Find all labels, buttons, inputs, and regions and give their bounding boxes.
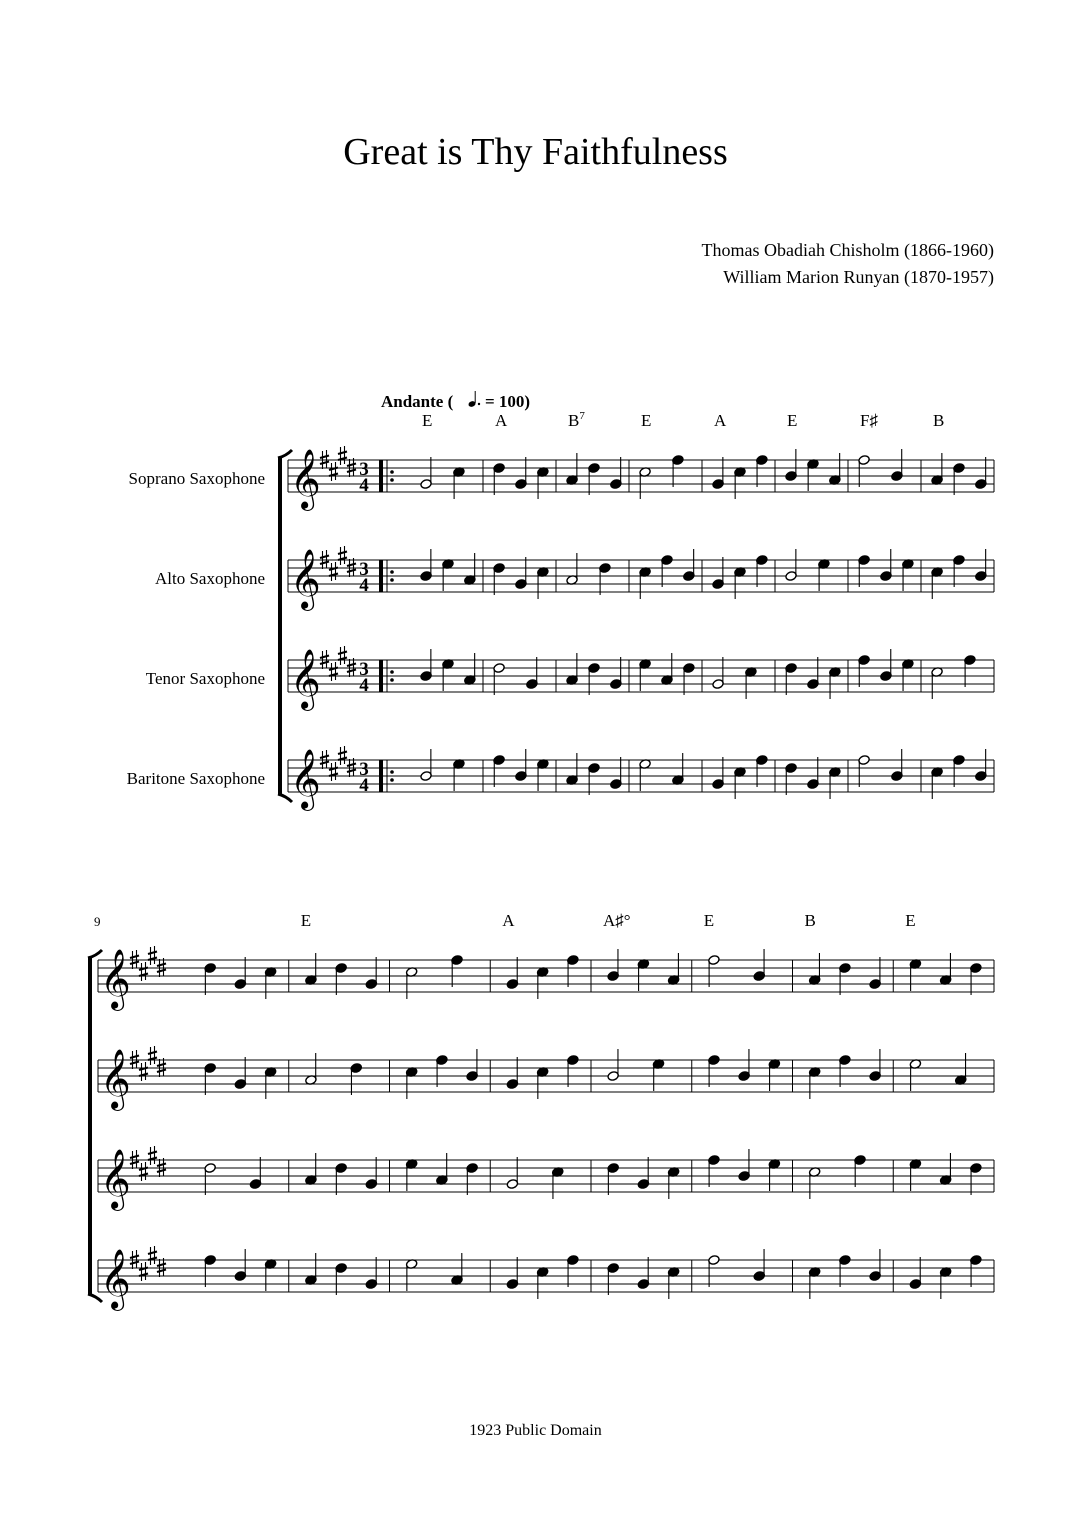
chord-symbol: A♯° <box>603 911 631 930</box>
measure-number: 9 <box>94 914 101 929</box>
tempo-value: = 100) <box>485 392 531 411</box>
copyright-footer: 1923 Public Domain <box>469 1422 602 1439</box>
chord-symbol: B <box>804 911 816 930</box>
tempo-label: Andante ( <box>381 392 454 411</box>
staff <box>98 1246 994 1311</box>
time-sig-bottom: 4 <box>359 675 369 696</box>
chord-symbol: E <box>787 411 798 430</box>
treble-clef-icon: 𝄞 <box>100 951 131 1008</box>
chord-symbol: F♯ <box>860 411 878 430</box>
instrument-label: Baritone Saxophone <box>126 769 265 788</box>
chord-symbol: E <box>703 911 715 930</box>
chord-symbol: B <box>933 411 945 430</box>
staff <box>98 1046 994 1111</box>
system-bracket <box>278 458 282 794</box>
time-sig-bottom: 4 <box>359 775 369 796</box>
treble-clef-icon: 𝄞 <box>290 751 321 808</box>
time-sig-bottom: 4 <box>359 575 369 596</box>
treble-clef-icon: 𝄞 <box>100 1151 131 1208</box>
treble-clef-icon: 𝄞 <box>290 551 321 608</box>
chord-symbol: A <box>714 411 727 430</box>
repeat-barline <box>379 660 383 692</box>
treble-clef-icon: 𝄞 <box>100 1051 131 1108</box>
treble-clef-icon: 𝄞 <box>100 1251 131 1308</box>
treble-clef-icon: 𝄞 <box>290 651 321 708</box>
chord-symbol: E <box>905 911 916 930</box>
chord-symbol: A <box>495 411 508 430</box>
system-2 <box>88 911 994 1311</box>
staff <box>288 546 994 611</box>
repeat-barline <box>379 760 383 792</box>
time-sig-top: 3 <box>359 559 369 580</box>
time-sig-bottom: 4 <box>359 475 369 496</box>
staff <box>288 746 994 811</box>
tempo-marking <box>381 391 530 411</box>
treble-clef-icon: 𝄞 <box>290 451 321 508</box>
staff <box>98 946 994 1011</box>
time-sig-top: 3 <box>359 459 369 480</box>
chord-symbol: E <box>422 411 433 430</box>
score-title: Great is Thy Faithfulness <box>343 131 728 173</box>
system-bracket <box>88 958 92 1294</box>
lyricist-credit: Thomas Obadiah Chisholm (1866-1960) <box>701 240 994 260</box>
instrument-label: Alto Saxophone <box>154 569 265 588</box>
chord-symbol: $B^7$ <box>568 410 585 430</box>
chord-symbol: A <box>502 911 515 930</box>
repeat-barline <box>379 460 383 492</box>
staff <box>288 446 994 511</box>
staff <box>98 1146 994 1211</box>
time-sig-top: 3 <box>359 659 369 680</box>
chord-symbol: E <box>641 411 652 430</box>
instrument-label: Soprano Saxophone <box>128 469 265 488</box>
chord-symbol: E <box>300 911 312 930</box>
instrument-label: Tenor Saxophone <box>145 669 265 688</box>
time-sig-top: 3 <box>359 759 369 780</box>
staff <box>288 646 994 711</box>
composer-credit: William Marion Runyan (1870-1957) <box>723 267 994 287</box>
system-1 <box>127 410 994 811</box>
repeat-barline <box>379 560 383 592</box>
